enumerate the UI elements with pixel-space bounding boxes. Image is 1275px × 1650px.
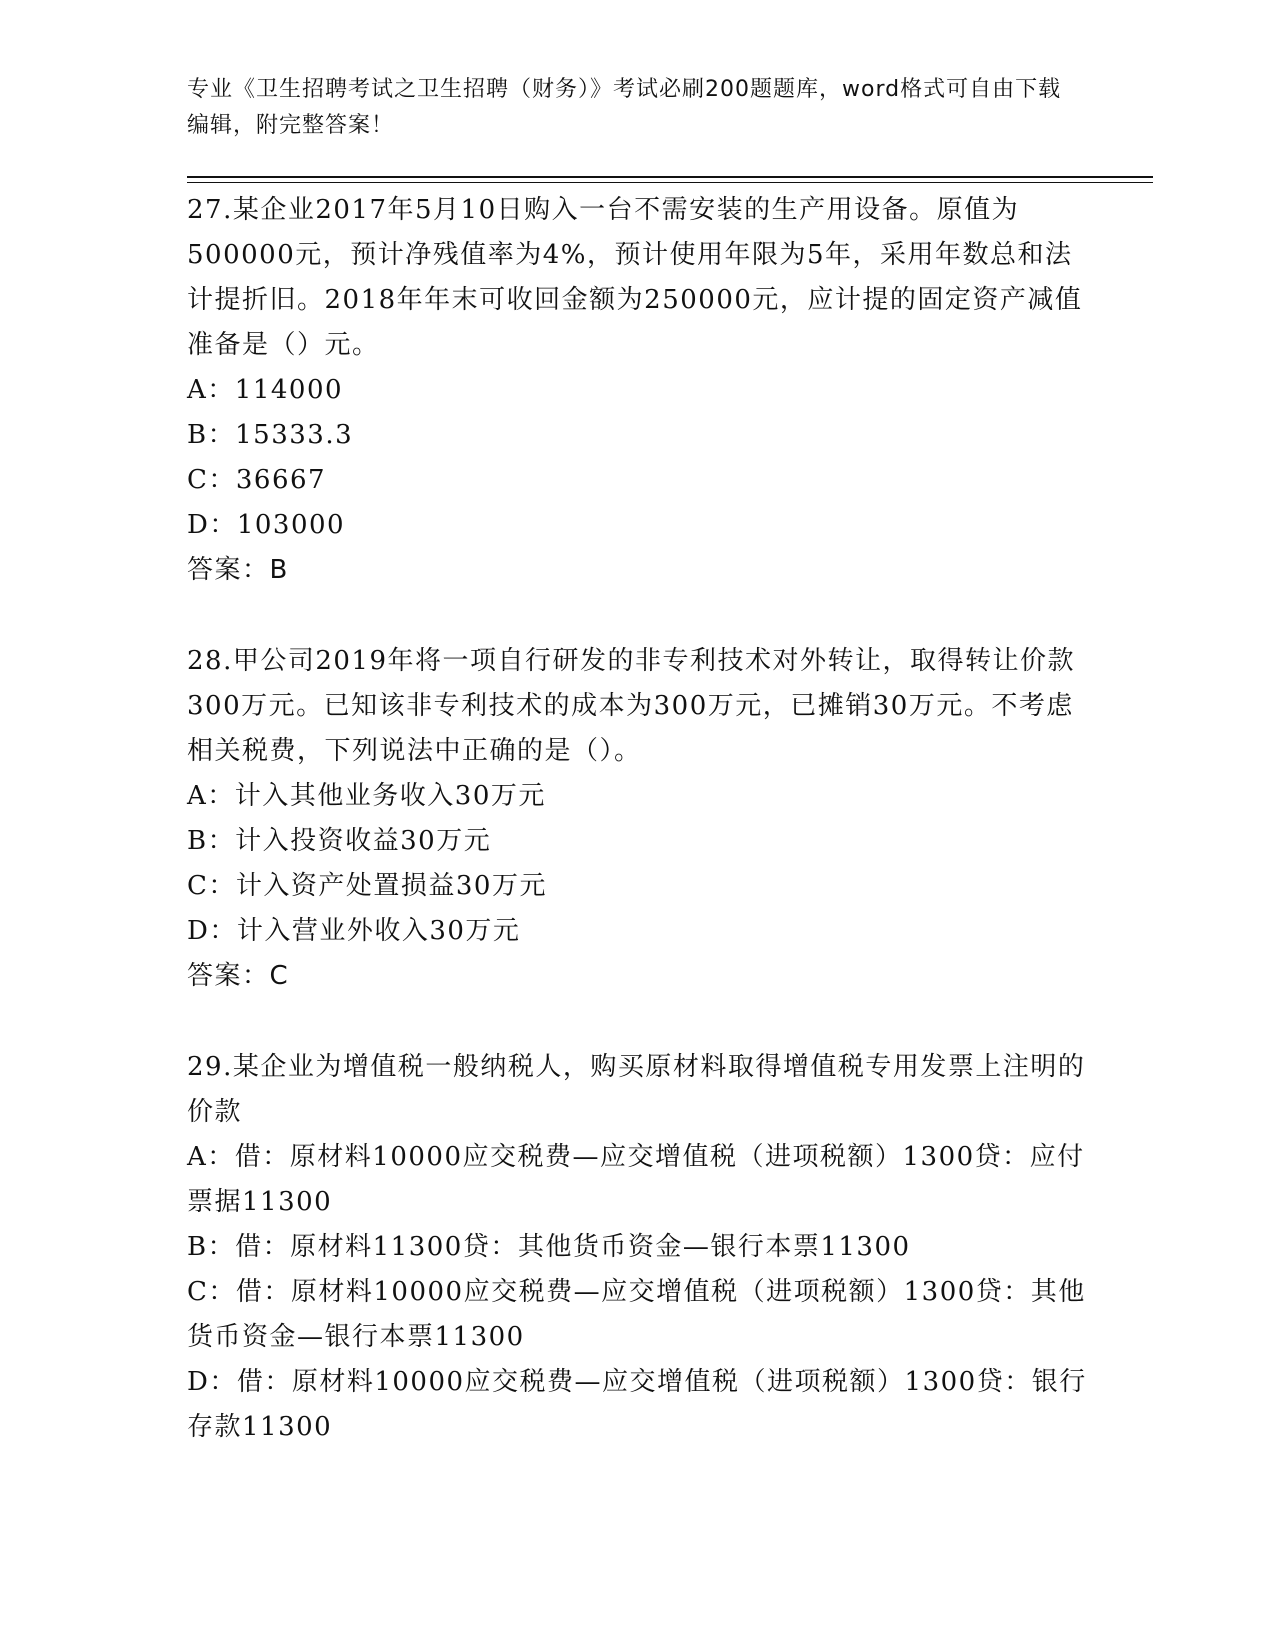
question-stem: 27.某企业2017年5月10日购入一台不需安装的生产用设备。原值为500000元，预计净残值率为4%，预计使用年限为5年，采用年数总和法计提折旧。2018年年末可收回金额为250000元，应计提的固定资产减值准备是（）元。 [187, 195, 1083, 360]
question-list [187, 188, 1087, 1450]
option-a: A：计入其他业务收入30万元 [187, 781, 546, 811]
option-b: B：计入投资收益30万元 [187, 826, 492, 856]
question-28 [187, 639, 1087, 999]
option-d: D：借：原材料10000应交税费—应交增值税（进项税额）1300贷：银行存款11300 [187, 1367, 1087, 1442]
option-c: C：36667 [187, 465, 327, 495]
option-a: A：114000 [187, 375, 344, 405]
spacer [187, 593, 1087, 639]
question-stem: 29.某企业为增值税一般纳税人，购买原材料取得增值税专用发票上注明的价款 [187, 1052, 1086, 1127]
option-b: B：借：原材料11300贷：其他货币资金—银行本票11300 [187, 1232, 911, 1262]
option-a: A：借：原材料10000应交税费—应交增值税（进项税额）1300贷：应付票据11300 [187, 1142, 1085, 1217]
document-header: 专业《卫生招聘考试之卫生招聘（财务）》考试必刷200题题库，word格式可自由下载编辑，附完整答案！ [187, 77, 1062, 138]
spacer [187, 999, 1087, 1045]
question-27 [187, 188, 1087, 593]
question-29 [187, 1045, 1087, 1450]
option-d: D：103000 [187, 510, 346, 540]
option-c: C：计入资产处置损益30万元 [187, 871, 547, 901]
answer-line: 答案：B [187, 555, 289, 585]
answer-line: 答案：C [187, 961, 290, 991]
option-d: D：计入营业外收入30万元 [187, 916, 521, 946]
header-divider-thin [187, 182, 1153, 183]
question-stem: 28.甲公司2019年将一项自行研发的非专利技术对外转让，取得转让价款300万元。已知该非专利技术的成本为300万元，已摊销30万元。不考虑相关税费，下列说法中正确的是（）。 [187, 646, 1076, 766]
option-c: C：借：原材料10000应交税费—应交增值税（进项税额）1300贷：其他货币资金—银行本票11300 [187, 1277, 1086, 1352]
header-divider-thick [187, 176, 1153, 178]
option-b: B：15333.3 [187, 420, 354, 450]
